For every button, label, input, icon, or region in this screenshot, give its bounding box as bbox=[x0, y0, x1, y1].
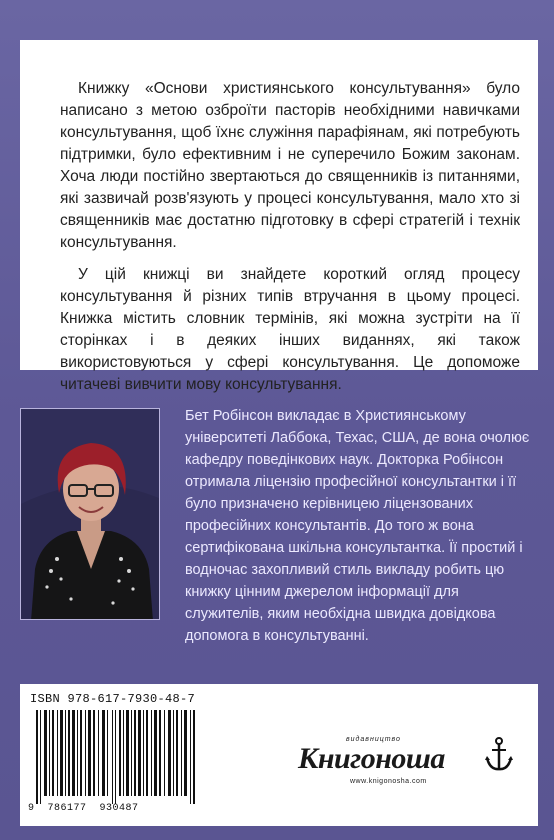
author-photo bbox=[20, 408, 160, 620]
anchor-icon bbox=[484, 736, 514, 772]
description-panel bbox=[20, 40, 538, 393]
publisher-name: Книгоноша bbox=[298, 742, 445, 775]
author-block bbox=[0, 395, 554, 644]
description-paragraph-1: Книжку «Основи християнського консультування» було написано з метою озброїти пасторів необхідними навичками консультування, щоб їхнє служіння парафіянам, які потребують підтримки, було ефективним і не суперечило Божим законам. Хоча люди постійно звертаються до священників із питаннями, які зазвичай розв'язують у процесі консультування, мало хто зі священників має достатню підготовку в сфері стратегій і технік консультування. bbox=[60, 80, 520, 251]
isbn-label: ISBN 978-617-7930-48-7 bbox=[30, 692, 196, 706]
barcode-band bbox=[20, 684, 538, 826]
barcode bbox=[32, 710, 202, 804]
barcode-digits: 9 786177 930487 bbox=[28, 803, 139, 814]
publisher-logo bbox=[298, 732, 458, 792]
publisher-label: видавництво bbox=[346, 736, 401, 743]
publisher-url: www.knigonosha.com bbox=[350, 778, 427, 785]
description-paragraph-2: У цій книжці ви знайдете короткий огляд процесу консультування й різних типів втручання в цьому процесі. Книжка містить словник термінів, які можна зустріти на її сторінках і в деяких інших виданнях, які також використовуються у сфері консультування. Це допоможе читачеві вивчити мову консультування. bbox=[60, 266, 520, 393]
author-bio: Бет Робінсон викладає в Християнському університеті Лаббока, Техас, США, де вона очолює кафедру поведінкових наук. Докторка Робінсон отримала ліцензію професійної консультантки і її було призначено керівницею ліцензованих професійних консультантів. До того ж вона сертифікована шкільна консультантка. Її простий і водночас захопливий стиль викладу робить цю книжку цінним джерелом інформації для служителів, яким необхідна швидка довідкова допомога в консультуванні. bbox=[185, 408, 530, 644]
